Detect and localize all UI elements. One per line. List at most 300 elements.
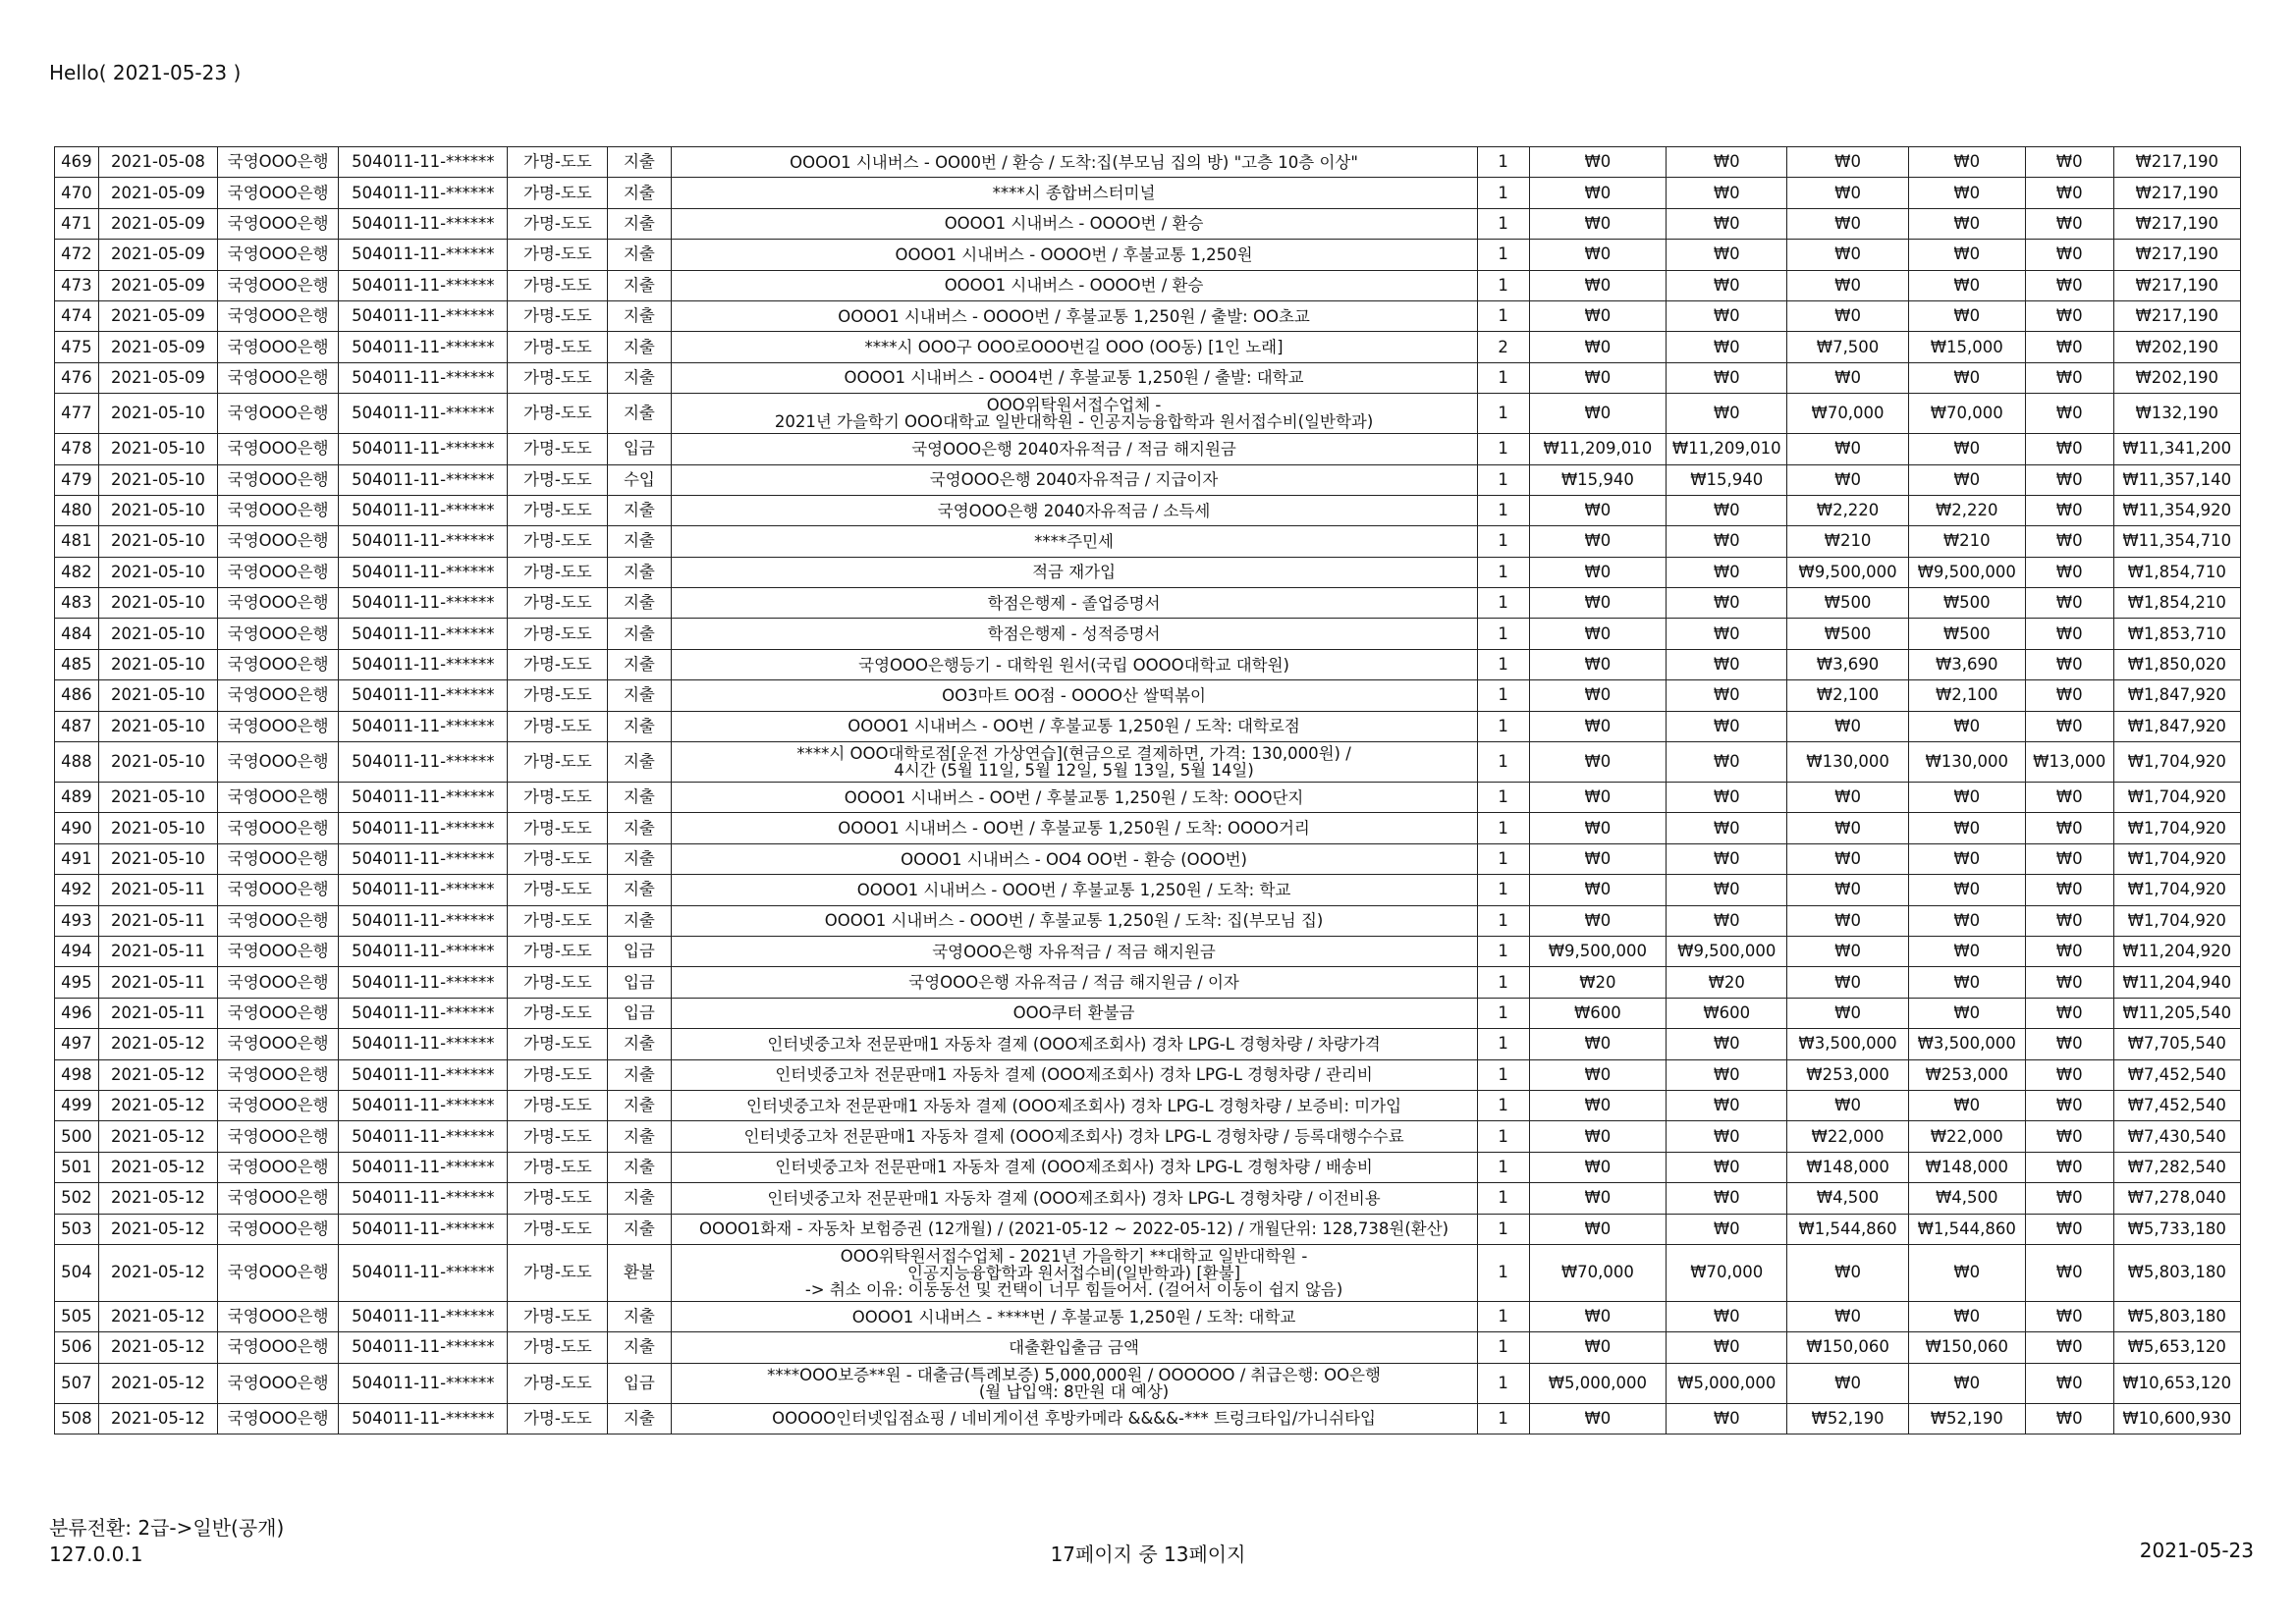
- cell-expense: ₩7,500: [1787, 332, 1908, 362]
- table-row: [55, 905, 2241, 936]
- cell-expense-total: ₩9,500,000: [1908, 557, 2025, 587]
- cell-holder: 가명-도도: [508, 680, 608, 711]
- cell-fee: ₩0: [2025, 332, 2113, 362]
- cell-income: ₩20: [1529, 967, 1667, 998]
- ledger-body: [55, 147, 2241, 1435]
- cell-expense-total: ₩0: [1908, 905, 2025, 936]
- cell-income-total: ₩15,940: [1667, 464, 1787, 495]
- cell-fee: ₩0: [2025, 1183, 2113, 1214]
- cell-expense: ₩150,060: [1787, 1332, 1908, 1363]
- cell-row-number: 502: [55, 1183, 99, 1214]
- cell-expense: ₩3,500,000: [1787, 1029, 1908, 1059]
- cell-fee: ₩0: [2025, 619, 2113, 649]
- cell-row-number: 500: [55, 1121, 99, 1152]
- footer-date: 2021-05-23: [2139, 1539, 2254, 1562]
- cell-fee: ₩0: [2025, 1090, 2113, 1120]
- cell-balance: ₩11,204,940: [2113, 967, 2241, 998]
- cell-quantity: 1: [1477, 813, 1529, 843]
- cell-fee: ₩0: [2025, 526, 2113, 557]
- cell-type: 지출: [608, 300, 671, 331]
- cell-date: 2021-05-09: [98, 240, 217, 270]
- cell-balance: ₩202,190: [2113, 332, 2241, 362]
- cell-date: 2021-05-11: [98, 875, 217, 905]
- cell-holder: 가명-도도: [508, 1301, 608, 1331]
- cell-description: OOOO1 시내버스 - OO번 / 후불교통 1,250원 / 도착: OOO단지: [671, 783, 1477, 813]
- cell-holder: 가명-도도: [508, 783, 608, 813]
- cell-fee: ₩0: [2025, 362, 2113, 393]
- cell-expense: ₩0: [1787, 147, 1908, 178]
- cell-balance: ₩5,803,180: [2113, 1244, 2241, 1301]
- cell-income: ₩0: [1529, 270, 1667, 300]
- cell-account: 504011-11-******: [339, 711, 508, 741]
- cell-income: ₩0: [1529, 1121, 1667, 1152]
- cell-expense: ₩0: [1787, 464, 1908, 495]
- cell-date: 2021-05-10: [98, 813, 217, 843]
- cell-account: 504011-11-******: [339, 875, 508, 905]
- cell-balance: ₩217,190: [2113, 270, 2241, 300]
- cell-date: 2021-05-12: [98, 1152, 217, 1182]
- cell-expense: ₩0: [1787, 1301, 1908, 1331]
- cell-expense-total: ₩0: [1908, 362, 2025, 393]
- cell-bank: 국영OOO은행: [218, 1183, 339, 1214]
- cell-row-number: 497: [55, 1029, 99, 1059]
- cell-quantity: 1: [1477, 742, 1529, 783]
- cell-expense-total: ₩500: [1908, 588, 2025, 619]
- cell-fee: ₩0: [2025, 967, 2113, 998]
- cell-expense: ₩0: [1787, 1363, 1908, 1403]
- cell-date: 2021-05-10: [98, 434, 217, 464]
- cell-quantity: 1: [1477, 905, 1529, 936]
- cell-account: 504011-11-******: [339, 1183, 508, 1214]
- cell-date: 2021-05-10: [98, 394, 217, 434]
- cell-bank: 국영OOO은행: [218, 843, 339, 874]
- cell-date: 2021-05-10: [98, 619, 217, 649]
- cell-expense-total: ₩70,000: [1908, 394, 2025, 434]
- cell-expense-total: ₩2,100: [1908, 680, 2025, 711]
- cell-account: 504011-11-******: [339, 147, 508, 178]
- table-row: [55, 936, 2241, 966]
- cell-bank: 국영OOO은행: [218, 147, 339, 178]
- cell-description: ****시 OOO대학로점[운전 가상연습](현금으로 결제하면, 가격: 130,000원) / 4시간 (5월 11일, 5월 12일, 5월 13일, 5월 14일): [671, 742, 1477, 783]
- cell-date: 2021-05-10: [98, 495, 217, 525]
- cell-expense-total: ₩4,500: [1908, 1183, 2025, 1214]
- cell-description: 국영OOO은행 2040자유적금 / 지급이자: [671, 464, 1477, 495]
- cell-date: 2021-05-12: [98, 1403, 217, 1434]
- cell-type: 지출: [608, 208, 671, 239]
- cell-fee: ₩0: [2025, 1029, 2113, 1059]
- cell-income: ₩0: [1529, 619, 1667, 649]
- cell-quantity: 1: [1477, 1214, 1529, 1244]
- cell-income-total: ₩0: [1667, 300, 1787, 331]
- cell-fee: ₩0: [2025, 178, 2113, 208]
- cell-account: 504011-11-******: [339, 905, 508, 936]
- cell-bank: 국영OOO은행: [218, 1403, 339, 1434]
- cell-quantity: 1: [1477, 1183, 1529, 1214]
- cell-holder: 가명-도도: [508, 332, 608, 362]
- cell-bank: 국영OOO은행: [218, 270, 339, 300]
- cell-income: ₩9,500,000: [1529, 936, 1667, 966]
- cell-quantity: 1: [1477, 270, 1529, 300]
- cell-description: OOOO1 시내버스 - OOO번 / 후불교통 1,250원 / 도착: 집(부모님 집): [671, 905, 1477, 936]
- cell-type: 지출: [608, 362, 671, 393]
- cell-expense: ₩0: [1787, 905, 1908, 936]
- cell-income-total: ₩20: [1667, 967, 1787, 998]
- table-row: [55, 240, 2241, 270]
- cell-balance: ₩5,653,120: [2113, 1332, 2241, 1363]
- cell-type: 지출: [608, 557, 671, 587]
- cell-income-total: ₩0: [1667, 362, 1787, 393]
- cell-description: 학점은행제 - 성적증명서: [671, 619, 1477, 649]
- cell-fee: ₩0: [2025, 240, 2113, 270]
- cell-row-number: 496: [55, 998, 99, 1028]
- cell-row-number: 508: [55, 1403, 99, 1434]
- cell-balance: ₩1,850,020: [2113, 649, 2241, 679]
- cell-balance: ₩1,704,920: [2113, 783, 2241, 813]
- cell-bank: 국영OOO은행: [218, 1244, 339, 1301]
- cell-bank: 국영OOO은행: [218, 362, 339, 393]
- cell-description: OOOOO인터넷입점쇼핑 / 네비게이션 후방카메라 &&&&-*** 트렁크타입/가니쉬타입: [671, 1403, 1477, 1434]
- cell-fee: ₩0: [2025, 680, 2113, 711]
- cell-fee: ₩0: [2025, 434, 2113, 464]
- cell-date: 2021-05-11: [98, 998, 217, 1028]
- table-row: [55, 1214, 2241, 1244]
- cell-bank: 국영OOO은행: [218, 588, 339, 619]
- cell-holder: 가명-도도: [508, 813, 608, 843]
- cell-row-number: 487: [55, 711, 99, 741]
- cell-income: ₩0: [1529, 147, 1667, 178]
- cell-holder: 가명-도도: [508, 526, 608, 557]
- cell-account: 504011-11-******: [339, 1152, 508, 1182]
- cell-account: 504011-11-******: [339, 495, 508, 525]
- cell-income-total: ₩0: [1667, 1214, 1787, 1244]
- cell-account: 504011-11-******: [339, 1332, 508, 1363]
- cell-balance: ₩7,430,540: [2113, 1121, 2241, 1152]
- table-row: [55, 178, 2241, 208]
- cell-balance: ₩11,354,710: [2113, 526, 2241, 557]
- cell-income: ₩0: [1529, 813, 1667, 843]
- cell-bank: 국영OOO은행: [218, 967, 339, 998]
- cell-row-number: 494: [55, 936, 99, 966]
- cell-description: ****시 OOO구 OOO로OOO번길 OOO (OO동) [1인 노래]: [671, 332, 1477, 362]
- cell-type: 지출: [608, 1332, 671, 1363]
- cell-bank: 국영OOO은행: [218, 742, 339, 783]
- cell-expense-total: ₩0: [1908, 208, 2025, 239]
- cell-income: ₩0: [1529, 783, 1667, 813]
- cell-income: ₩0: [1529, 588, 1667, 619]
- cell-type: 지출: [608, 1214, 671, 1244]
- cell-bank: 국영OOO은행: [218, 557, 339, 587]
- cell-row-number: 471: [55, 208, 99, 239]
- table-row: [55, 1090, 2241, 1120]
- table-row: [55, 1332, 2241, 1363]
- cell-date: 2021-05-12: [98, 1301, 217, 1331]
- cell-balance: ₩1,847,920: [2113, 711, 2241, 741]
- cell-bank: 국영OOO은행: [218, 332, 339, 362]
- cell-quantity: 1: [1477, 1332, 1529, 1363]
- cell-fee: ₩0: [2025, 495, 2113, 525]
- table-row: [55, 742, 2241, 783]
- cell-expense-total: ₩0: [1908, 711, 2025, 741]
- cell-expense-total: ₩130,000: [1908, 742, 2025, 783]
- cell-bank: 국영OOO은행: [218, 998, 339, 1028]
- table-row: [55, 362, 2241, 393]
- cell-date: 2021-05-09: [98, 178, 217, 208]
- cell-quantity: 1: [1477, 394, 1529, 434]
- cell-type: 지출: [608, 1059, 671, 1090]
- cell-date: 2021-05-12: [98, 1183, 217, 1214]
- cell-type: 지출: [608, 875, 671, 905]
- footer-page-number: 17페이지 중 13페이지: [1050, 1543, 1246, 1566]
- cell-balance: ₩1,704,920: [2113, 843, 2241, 874]
- cell-fee: ₩0: [2025, 998, 2113, 1028]
- cell-fee: ₩0: [2025, 464, 2113, 495]
- cell-quantity: 1: [1477, 711, 1529, 741]
- cell-type: 입금: [608, 936, 671, 966]
- cell-row-number: 485: [55, 649, 99, 679]
- cell-balance: ₩5,803,180: [2113, 1301, 2241, 1331]
- cell-income: ₩0: [1529, 394, 1667, 434]
- cell-description: OOOO1 시내버스 - ****번 / 후불교통 1,250원 / 도착: 대학교: [671, 1301, 1477, 1331]
- cell-date: 2021-05-09: [98, 270, 217, 300]
- cell-description: 인터넷중고차 전문판매1 자동차 결제 (OOO제조회사) 경차 LPG-L 경형차량 / 배송비: [671, 1152, 1477, 1182]
- cell-balance: ₩1,847,920: [2113, 680, 2241, 711]
- cell-account: 504011-11-******: [339, 1363, 508, 1403]
- cell-row-number: 483: [55, 588, 99, 619]
- cell-type: 지출: [608, 1301, 671, 1331]
- cell-income: ₩0: [1529, 711, 1667, 741]
- table-row: [55, 783, 2241, 813]
- cell-balance: ₩217,190: [2113, 147, 2241, 178]
- cell-type: 지출: [608, 680, 671, 711]
- cell-type: 수입: [608, 464, 671, 495]
- cell-income: ₩70,000: [1529, 1244, 1667, 1301]
- cell-description: 학점은행제 - 졸업증명서: [671, 588, 1477, 619]
- cell-quantity: 1: [1477, 998, 1529, 1028]
- cell-account: 504011-11-******: [339, 332, 508, 362]
- cell-income-total: ₩0: [1667, 588, 1787, 619]
- cell-expense: ₩0: [1787, 434, 1908, 464]
- cell-fee: ₩0: [2025, 649, 2113, 679]
- cell-row-number: 484: [55, 619, 99, 649]
- cell-income: ₩0: [1529, 332, 1667, 362]
- cell-balance: ₩5,733,180: [2113, 1214, 2241, 1244]
- cell-fee: ₩0: [2025, 1363, 2113, 1403]
- cell-fee: ₩0: [2025, 936, 2113, 966]
- cell-expense-total: ₩0: [1908, 1090, 2025, 1120]
- cell-description: 인터넷중고차 전문판매1 자동차 결제 (OOO제조회사) 경차 LPG-L 경형차량 / 등록대행수수료: [671, 1121, 1477, 1152]
- cell-holder: 가명-도도: [508, 394, 608, 434]
- cell-account: 504011-11-******: [339, 464, 508, 495]
- cell-balance: ₩217,190: [2113, 240, 2241, 270]
- cell-quantity: 1: [1477, 434, 1529, 464]
- cell-description: OOOO1 시내버스 - OO00번 / 환승 / 도착:집(부모님 집의 방) "고층 10층 이상": [671, 147, 1477, 178]
- cell-account: 504011-11-******: [339, 783, 508, 813]
- cell-description: 국영OOO은행 자유적금 / 적금 해지원금 / 이자: [671, 967, 1477, 998]
- cell-holder: 가명-도도: [508, 1363, 608, 1403]
- cell-date: 2021-05-10: [98, 557, 217, 587]
- cell-account: 504011-11-******: [339, 649, 508, 679]
- cell-income-total: ₩0: [1667, 1332, 1787, 1363]
- cell-holder: 가명-도도: [508, 875, 608, 905]
- cell-fee: ₩13,000: [2025, 742, 2113, 783]
- cell-row-number: 495: [55, 967, 99, 998]
- cell-income-total: ₩0: [1667, 843, 1787, 874]
- cell-type: 지출: [608, 813, 671, 843]
- cell-date: 2021-05-10: [98, 711, 217, 741]
- cell-description: OOOO1 시내버스 - OO번 / 후불교통 1,250원 / 도착: OOOO거리: [671, 813, 1477, 843]
- cell-date: 2021-05-10: [98, 526, 217, 557]
- cell-expense: ₩253,000: [1787, 1059, 1908, 1090]
- cell-fee: ₩0: [2025, 905, 2113, 936]
- table-row: [55, 967, 2241, 998]
- cell-row-number: 499: [55, 1090, 99, 1120]
- cell-fee: ₩0: [2025, 270, 2113, 300]
- table-row: [55, 434, 2241, 464]
- cell-income-total: ₩0: [1667, 208, 1787, 239]
- cell-bank: 국영OOO은행: [218, 1029, 339, 1059]
- cell-expense-total: ₩52,190: [1908, 1403, 2025, 1434]
- cell-expense: ₩0: [1787, 967, 1908, 998]
- cell-income: ₩0: [1529, 1403, 1667, 1434]
- cell-description: OOOO1 시내버스 - OO번 / 후불교통 1,250원 / 도착: 대학로점: [671, 711, 1477, 741]
- cell-income-total: ₩0: [1667, 1121, 1787, 1152]
- table-row: [55, 1183, 2241, 1214]
- cell-description: 인터넷중고차 전문판매1 자동차 결제 (OOO제조회사) 경차 LPG-L 경형차량 / 관리비: [671, 1059, 1477, 1090]
- cell-quantity: 1: [1477, 1029, 1529, 1059]
- cell-row-number: 506: [55, 1332, 99, 1363]
- cell-quantity: 1: [1477, 147, 1529, 178]
- cell-account: 504011-11-******: [339, 843, 508, 874]
- cell-date: 2021-05-10: [98, 843, 217, 874]
- cell-expense: ₩0: [1787, 1090, 1908, 1120]
- cell-date: 2021-05-12: [98, 1214, 217, 1244]
- cell-quantity: 1: [1477, 843, 1529, 874]
- cell-expense-total: ₩210: [1908, 526, 2025, 557]
- cell-bank: 국영OOO은행: [218, 1214, 339, 1244]
- cell-type: 지출: [608, 649, 671, 679]
- cell-balance: ₩1,853,710: [2113, 619, 2241, 649]
- cell-row-number: 469: [55, 147, 99, 178]
- cell-expense-total: ₩0: [1908, 783, 2025, 813]
- cell-holder: 가명-도도: [508, 495, 608, 525]
- table-row: [55, 557, 2241, 587]
- cell-quantity: 1: [1477, 783, 1529, 813]
- cell-quantity: 1: [1477, 1301, 1529, 1331]
- cell-type: 지출: [608, 783, 671, 813]
- cell-balance: ₩202,190: [2113, 362, 2241, 393]
- cell-bank: 국영OOO은행: [218, 300, 339, 331]
- cell-holder: 가명-도도: [508, 905, 608, 936]
- cell-bank: 국영OOO은행: [218, 495, 339, 525]
- cell-balance: ₩1,704,920: [2113, 813, 2241, 843]
- cell-account: 504011-11-******: [339, 362, 508, 393]
- cell-income: ₩0: [1529, 680, 1667, 711]
- cell-account: 504011-11-******: [339, 1059, 508, 1090]
- cell-description: 인터넷중고차 전문판매1 자동차 결제 (OOO제조회사) 경차 LPG-L 경형차량 / 보증비: 미가입: [671, 1090, 1477, 1120]
- cell-expense-total: ₩0: [1908, 270, 2025, 300]
- cell-income-total: ₩70,000: [1667, 1244, 1787, 1301]
- cell-quantity: 1: [1477, 557, 1529, 587]
- cell-date: 2021-05-10: [98, 742, 217, 783]
- cell-expense: ₩9,500,000: [1787, 557, 1908, 587]
- cell-holder: 가명-도도: [508, 300, 608, 331]
- cell-quantity: 2: [1477, 332, 1529, 362]
- cell-holder: 가명-도도: [508, 1029, 608, 1059]
- cell-description: OOOO1 시내버스 - OOOO번 / 후불교통 1,250원: [671, 240, 1477, 270]
- cell-quantity: 1: [1477, 1090, 1529, 1120]
- cell-bank: 국영OOO은행: [218, 1363, 339, 1403]
- cell-expense: ₩0: [1787, 843, 1908, 874]
- cell-quantity: 1: [1477, 300, 1529, 331]
- cell-fee: ₩0: [2025, 300, 2113, 331]
- cell-income-total: ₩0: [1667, 619, 1787, 649]
- cell-date: 2021-05-12: [98, 1121, 217, 1152]
- cell-holder: 가명-도도: [508, 1244, 608, 1301]
- cell-income-total: ₩0: [1667, 875, 1787, 905]
- cell-description: OOO쿠터 환불금: [671, 998, 1477, 1028]
- cell-expense-total: ₩15,000: [1908, 332, 2025, 362]
- cell-bank: 국영OOO은행: [218, 1301, 339, 1331]
- cell-type: 지출: [608, 147, 671, 178]
- cell-date: 2021-05-09: [98, 362, 217, 393]
- cell-type: 입금: [608, 998, 671, 1028]
- table-row: [55, 813, 2241, 843]
- cell-description: 국영OOO은행 2040자유적금 / 소득세: [671, 495, 1477, 525]
- cell-income-total: ₩0: [1667, 557, 1787, 587]
- cell-quantity: 1: [1477, 875, 1529, 905]
- cell-account: 504011-11-******: [339, 813, 508, 843]
- cell-account: 504011-11-******: [339, 178, 508, 208]
- cell-fee: ₩0: [2025, 843, 2113, 874]
- table-row: [55, 875, 2241, 905]
- cell-holder: 가명-도도: [508, 936, 608, 966]
- cell-expense-total: ₩0: [1908, 967, 2025, 998]
- cell-income: ₩0: [1529, 178, 1667, 208]
- cell-quantity: 1: [1477, 1059, 1529, 1090]
- table-row: [55, 1152, 2241, 1182]
- table-row: [55, 208, 2241, 239]
- cell-income-total: ₩0: [1667, 742, 1787, 783]
- cell-row-number: 478: [55, 434, 99, 464]
- cell-expense: ₩0: [1787, 813, 1908, 843]
- cell-type: 지출: [608, 178, 671, 208]
- cell-row-number: 473: [55, 270, 99, 300]
- cell-income-total: ₩0: [1667, 813, 1787, 843]
- cell-account: 504011-11-******: [339, 742, 508, 783]
- cell-account: 504011-11-******: [339, 1121, 508, 1152]
- cell-holder: 가명-도도: [508, 742, 608, 783]
- cell-expense-total: ₩22,000: [1908, 1121, 2025, 1152]
- cell-bank: 국영OOO은행: [218, 434, 339, 464]
- cell-balance: ₩1,854,710: [2113, 557, 2241, 587]
- table-row: [55, 711, 2241, 741]
- cell-row-number: 492: [55, 875, 99, 905]
- cell-description: 국영OOO은행 2040자유적금 / 적금 해지원금: [671, 434, 1477, 464]
- table-row: [55, 1059, 2241, 1090]
- cell-holder: 가명-도도: [508, 1121, 608, 1152]
- cell-income: ₩600: [1529, 998, 1667, 1028]
- cell-holder: 가명-도도: [508, 1214, 608, 1244]
- cell-type: 지출: [608, 1029, 671, 1059]
- cell-account: 504011-11-******: [339, 1403, 508, 1434]
- cell-expense-total: ₩0: [1908, 1363, 2025, 1403]
- table-row: [55, 1029, 2241, 1059]
- cell-expense: ₩210: [1787, 526, 1908, 557]
- cell-holder: 가명-도도: [508, 1403, 608, 1434]
- cell-bank: 국영OOO은행: [218, 783, 339, 813]
- cell-expense: ₩2,220: [1787, 495, 1908, 525]
- cell-fee: ₩0: [2025, 1301, 2113, 1331]
